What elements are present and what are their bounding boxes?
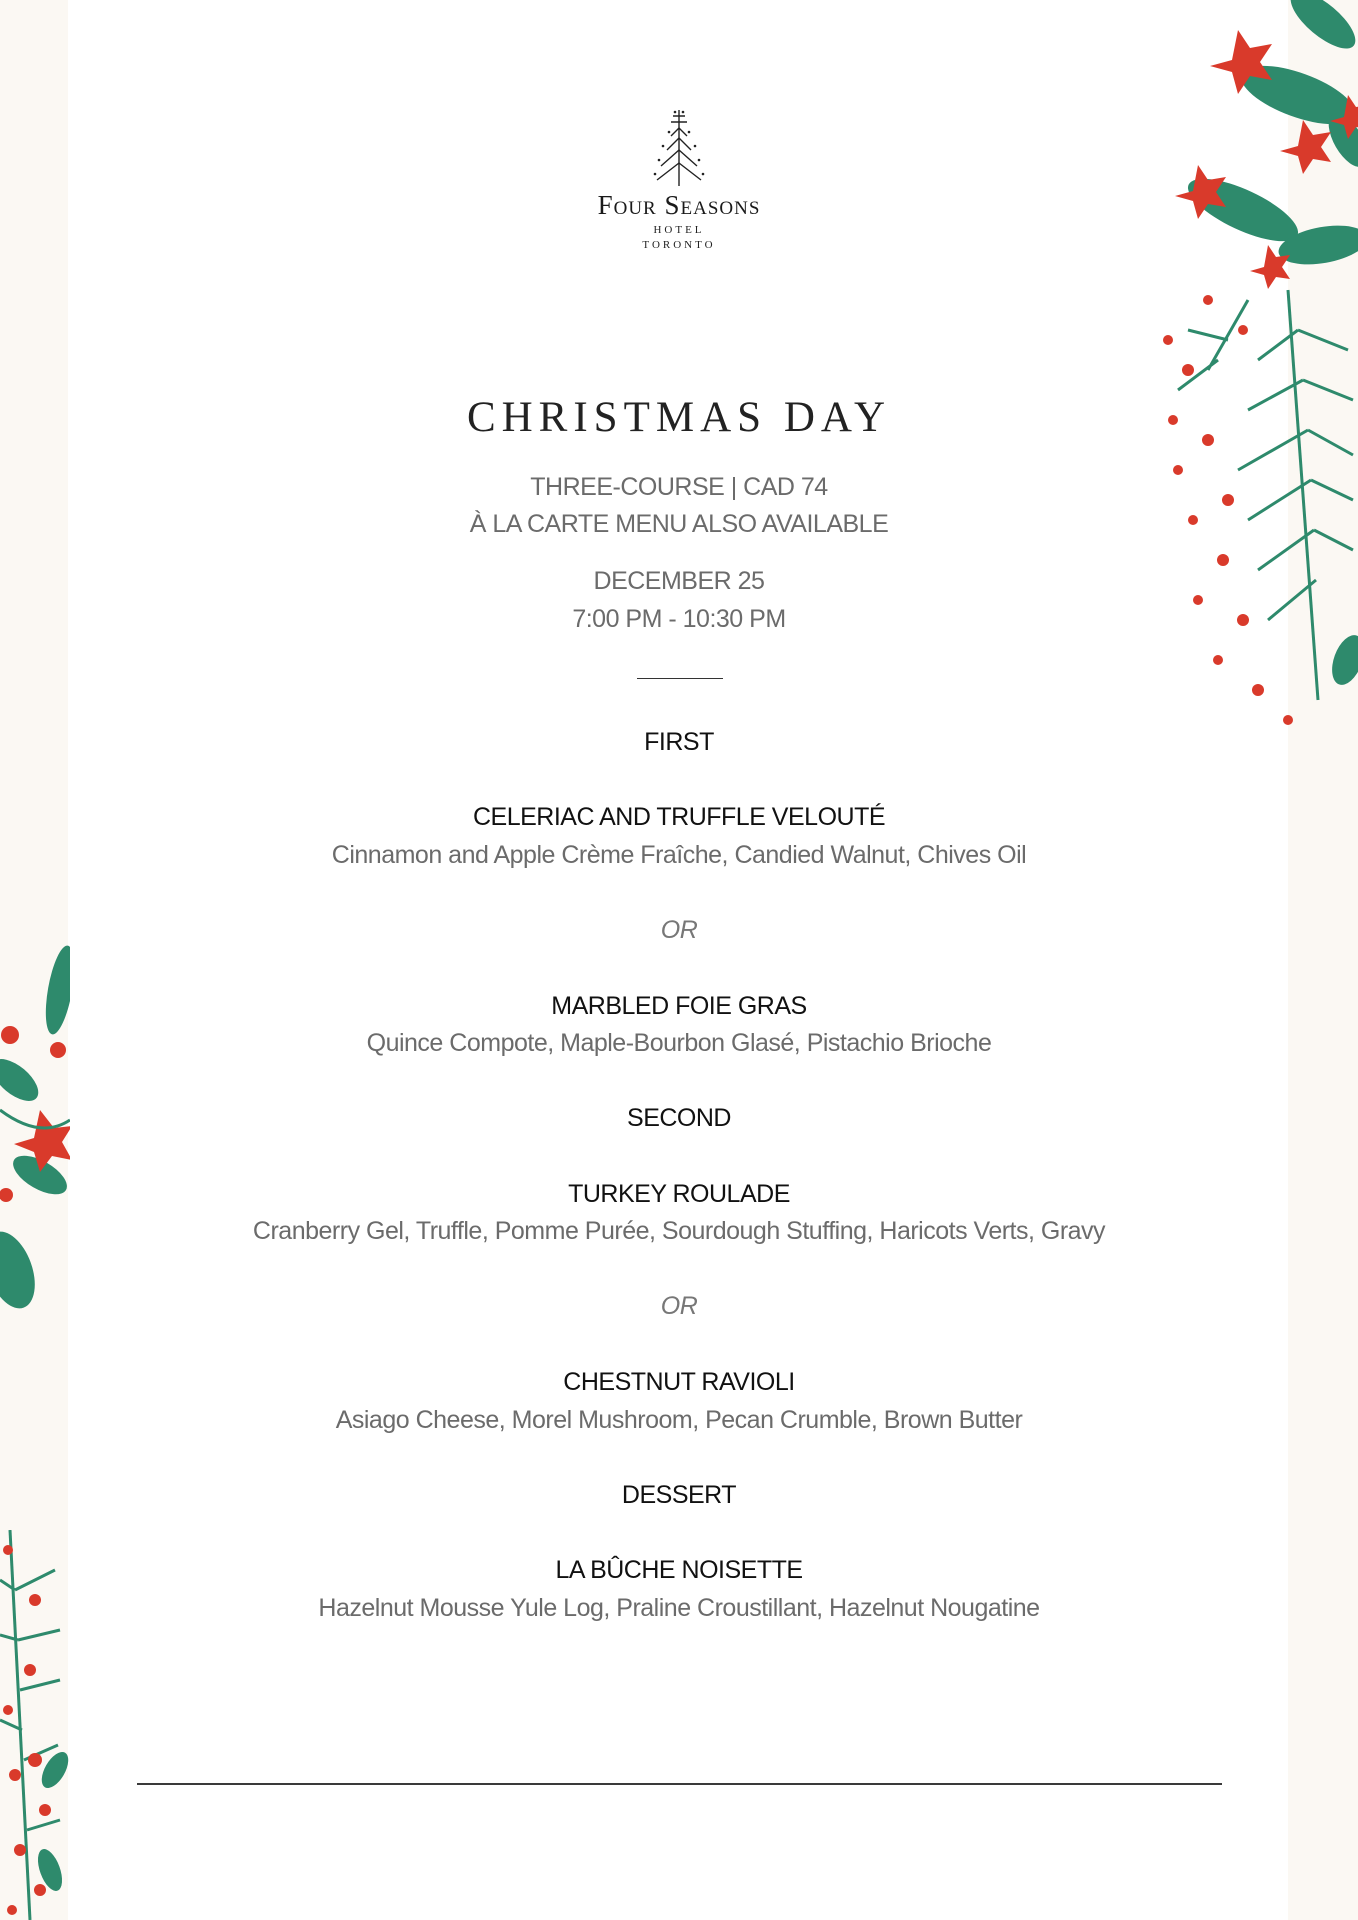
dish-description: Cinnamon and Apple Crème Fraîche, Candied Walnut, Chives Oil <box>331 841 1027 869</box>
dish-description: Asiago Cheese, Morel Mushroom, Pecan Crumble, Brown Butter <box>335 1406 1023 1434</box>
brand-name: Four Seasons <box>597 190 761 220</box>
dish-name: LA BÛCHE NOISETTE <box>555 1556 803 1584</box>
or-separator: OR <box>660 1292 698 1320</box>
course-heading-second: SECOND <box>627 1104 731 1132</box>
dish-description: Quince Compote, Maple-Bourbon Glasé, Pistachio Brioche <box>366 1029 992 1057</box>
holly-decoration-icon <box>0 1530 70 1920</box>
dish-name: MARBLED FOIE GRAS <box>551 992 807 1020</box>
brand-hotel-label: HOTEL <box>653 224 705 236</box>
dish-name: TURKEY ROULADE <box>568 1180 790 1208</box>
hotel-logo <box>0 108 1358 251</box>
footer-divider <box>137 1783 1222 1785</box>
or-separator: OR <box>660 916 698 944</box>
course-heading-dessert: DESSERT <box>621 1481 737 1509</box>
a-la-carte-line: À LA CARTE MENU ALSO AVAILABLE <box>469 510 889 538</box>
divider <box>637 678 723 679</box>
dish-name: CHESTNUT RAVIOLI <box>563 1368 795 1396</box>
event-date: DECEMBER 25 <box>593 567 765 595</box>
course-heading-first: FIRST <box>644 728 714 756</box>
dish-description: Cranberry Gel, Truffle, Pomme Purée, Sourdough Stuffing, Haricots Verts, Gravy <box>252 1217 1106 1245</box>
event-title: CHRISTMAS DAY <box>466 394 892 441</box>
tree-icon <box>649 108 709 188</box>
event-time: 7:00 PM - 10:30 PM <box>572 605 786 633</box>
dish-name: CELERIAC AND TRUFFLE VELOUTÉ <box>472 803 886 831</box>
brand-city-label: TORONTO <box>642 239 716 251</box>
price-line: THREE-COURSE | CAD 74 <box>530 473 828 501</box>
menu-page <box>68 0 1288 1920</box>
dish-description: Hazelnut Mousse Yule Log, Praline Croustillant, Hazelnut Nougatine <box>318 1594 1040 1622</box>
